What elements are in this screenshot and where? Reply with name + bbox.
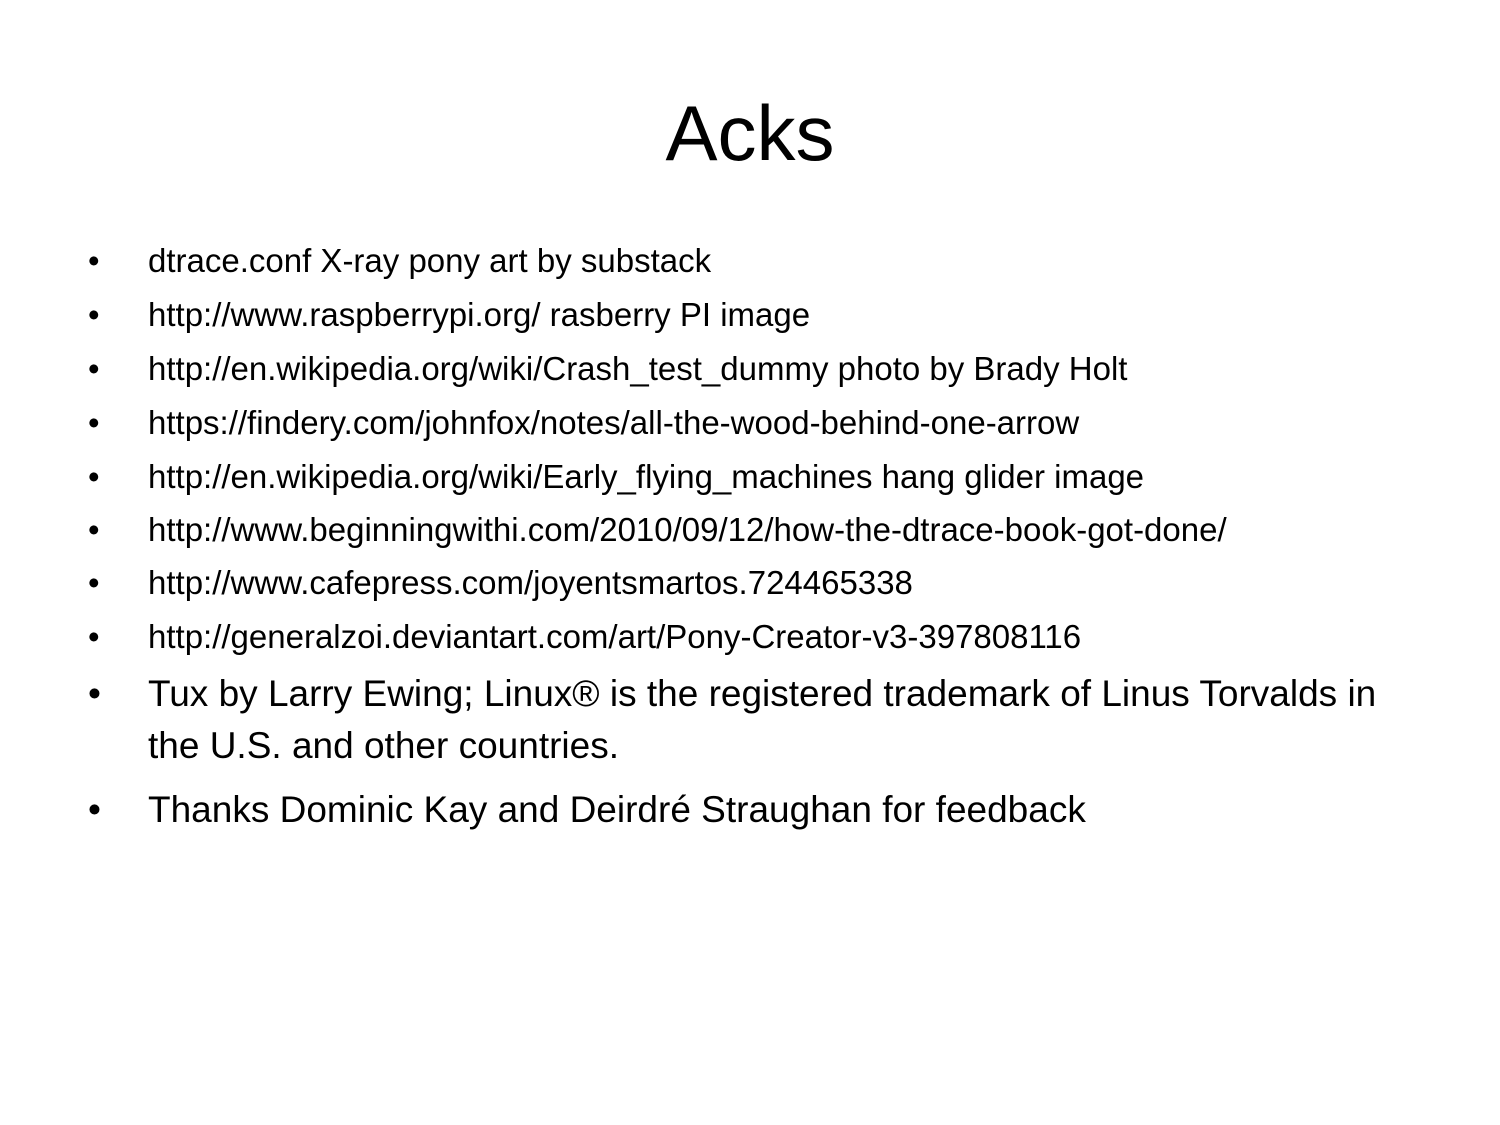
list-item <box>88 508 1388 551</box>
list-item <box>88 292 1388 337</box>
list-item-text: Tux by Larry Ewing; Linux® is the registered trademark of Linus Torvalds in the U.S. and other countries. <box>148 673 1377 766</box>
slide-title: Acks <box>665 89 835 177</box>
list-item-text: http://en.wikipedia.org/wiki/Early_flying_machines hang glider image <box>148 458 1145 495</box>
bullet-icon: • <box>88 789 101 830</box>
list-item-text: Thanks Dominic Kay and Deirdré Straughan for feedback <box>148 789 1086 830</box>
list-item <box>88 560 1388 605</box>
list-item <box>88 400 1388 445</box>
list-item <box>88 454 1388 499</box>
bullet-icon: • <box>88 350 100 387</box>
list-item-text: http://www.raspberrypi.org/ rasberry PI image <box>148 296 811 333</box>
bullet-icon: • <box>88 673 101 714</box>
acknowledgements-list <box>88 238 1388 848</box>
list-item <box>88 668 1388 772</box>
list-item <box>88 784 1388 836</box>
list-item-text: http://www.cafepress.com/joyentsmartos.724465338 <box>148 564 913 601</box>
bullet-icon: • <box>88 404 100 441</box>
bullet-icon: • <box>88 458 100 495</box>
list-item <box>88 614 1388 659</box>
list-item-text: http://www.beginningwithi.com/2010/09/12/how-the-dtrace-book-got-done/ <box>148 511 1227 548</box>
list-item <box>88 346 1388 391</box>
list-item-text: dtrace.conf X-ray pony art by substack <box>148 242 712 279</box>
bullet-icon: • <box>88 618 100 655</box>
bullet-icon: • <box>88 564 100 601</box>
list-item-text: https://findery.com/johnfox/notes/all-the-wood-behind-one-arrow <box>148 404 1080 441</box>
bullet-icon: • <box>88 511 100 548</box>
list-item-text: http://en.wikipedia.org/wiki/Crash_test_dummy photo by Brady Holt <box>148 350 1128 387</box>
bullet-icon: • <box>88 296 100 333</box>
list-item-text: http://generalzoi.deviantart.com/art/Pony-Creator-v3-397808116 <box>148 618 1082 655</box>
bullet-icon: • <box>88 242 100 279</box>
list-item <box>88 238 1388 283</box>
